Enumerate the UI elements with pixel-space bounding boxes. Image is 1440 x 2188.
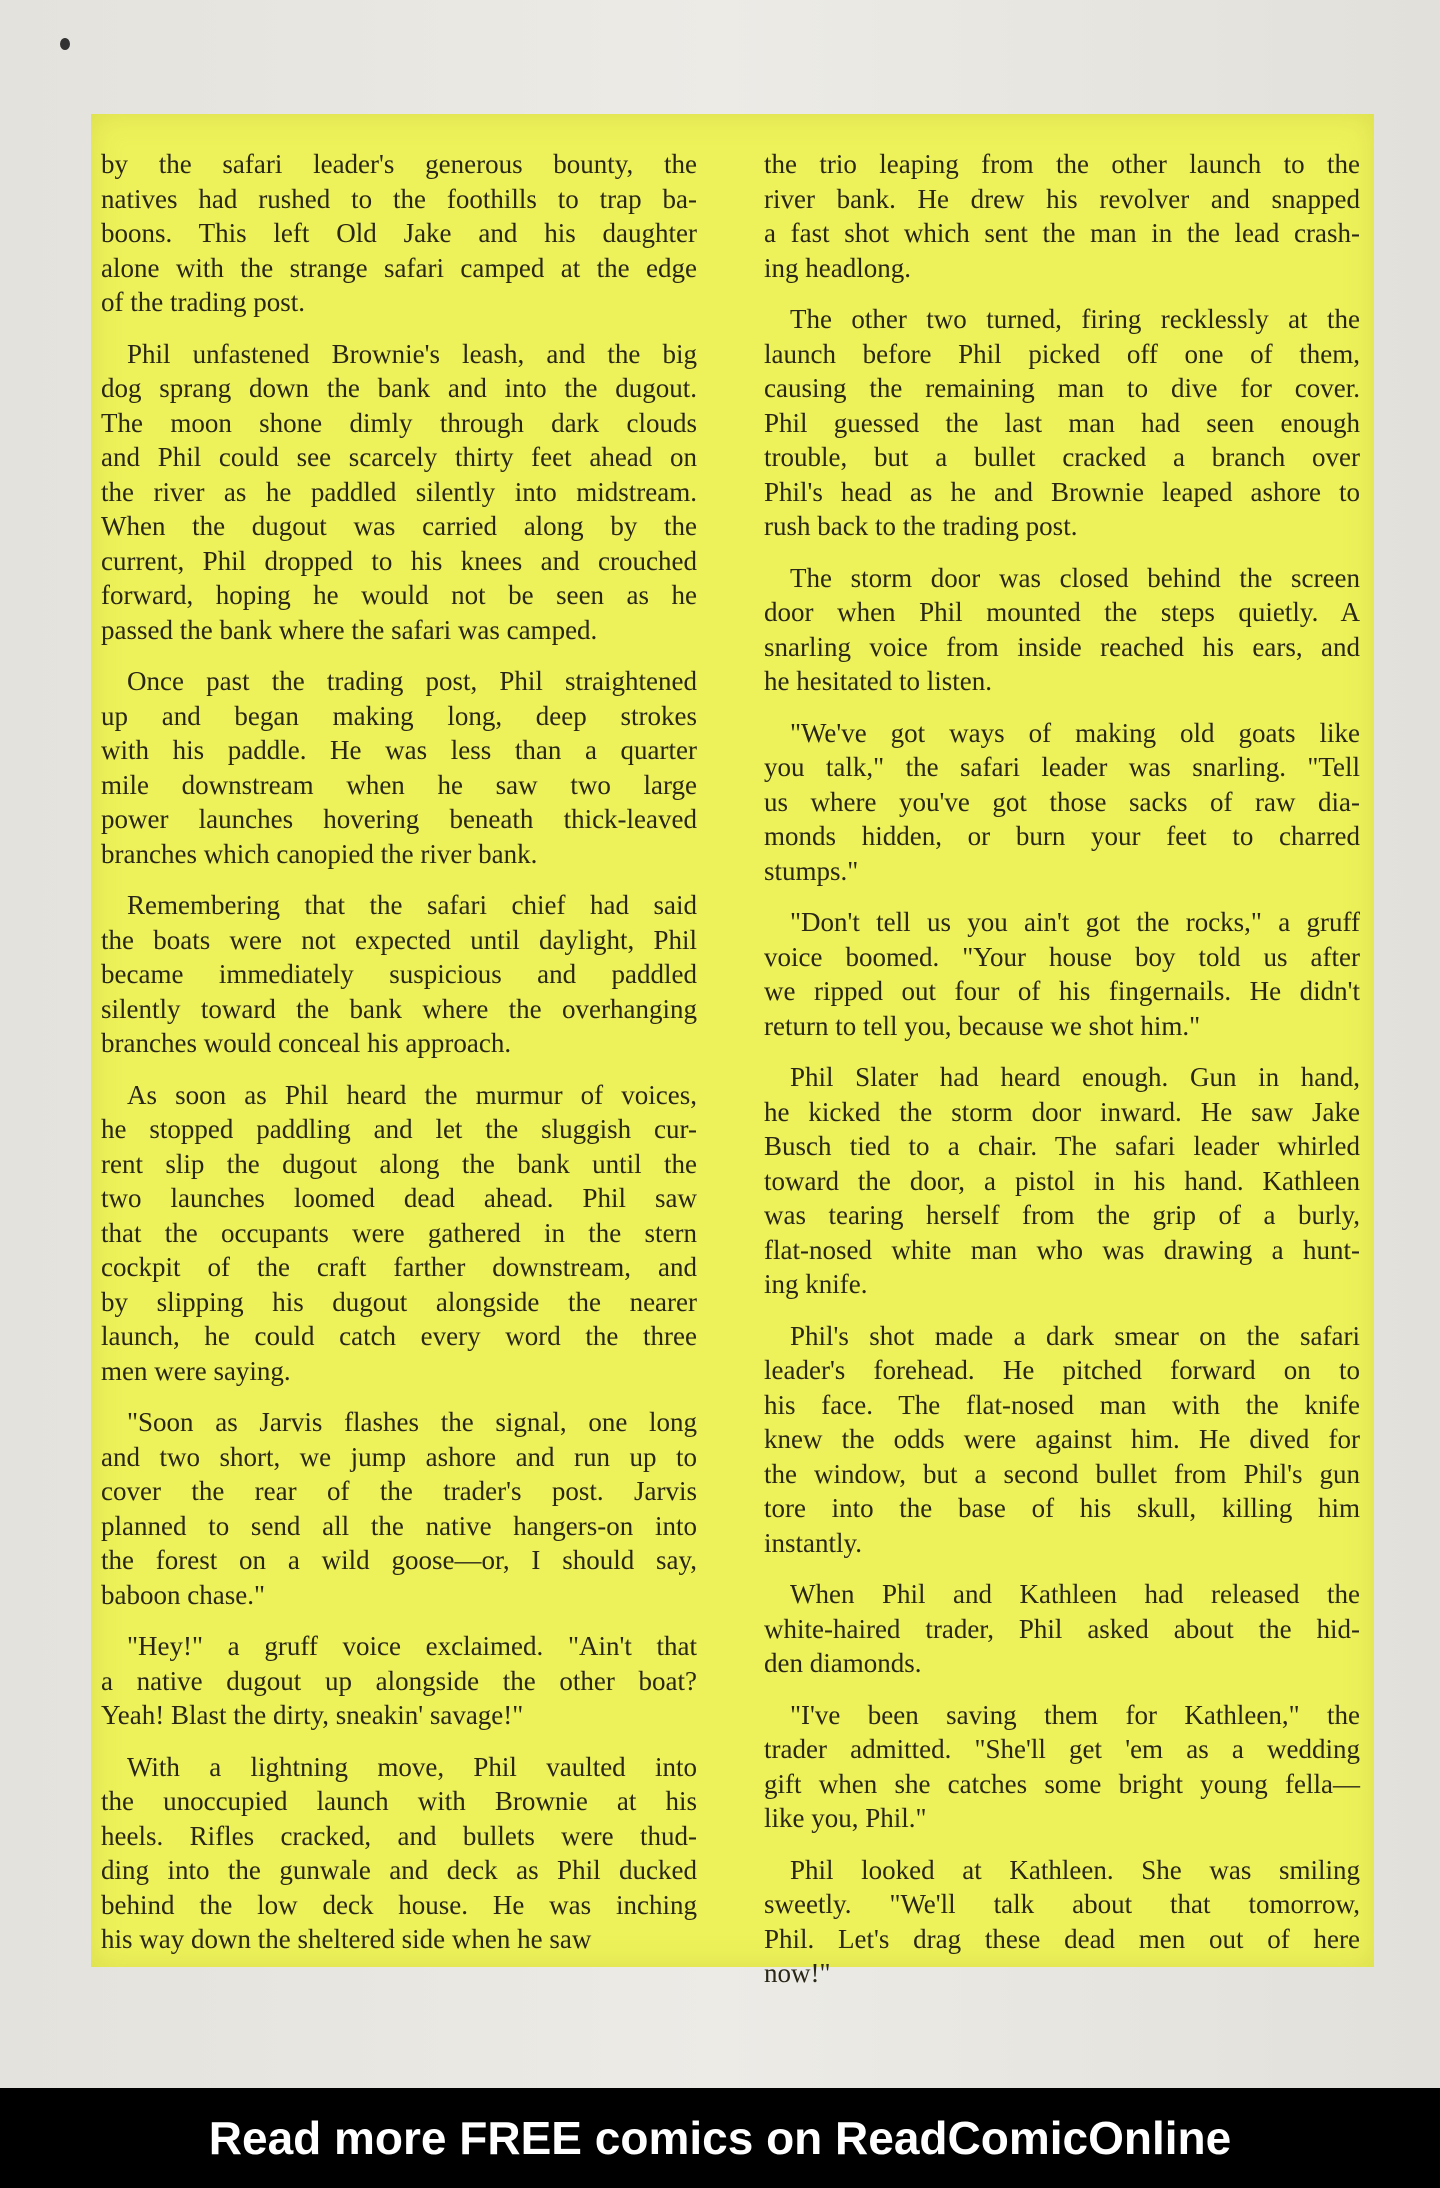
text-line: baboon chase." — [101, 1579, 265, 1610]
right-text-column — [764, 147, 1360, 2008]
text-line: behind the low deck house. He was inching — [101, 1889, 697, 1920]
text-line: ding into the gunwale and deck as Phil ducked — [101, 1855, 697, 1885]
text-line: voice boomed. "Your house boy told us after — [764, 941, 1360, 972]
text-line: a native dugout up alongside the other boat? — [101, 1665, 697, 1696]
text-line: "We've got ways of making old goats like — [790, 717, 1360, 748]
text-line: up and began making long, deep strokes — [101, 700, 697, 731]
text-line: "Soon as Jarvis flashes the signal, one long — [127, 1407, 697, 1437]
text-line: trouble, but a bullet cracked a branch over — [764, 442, 1360, 472]
text-line: he stopped paddling and let the sluggish cur- — [101, 1114, 697, 1144]
text-line: launch before Phil picked off one of them, — [764, 338, 1360, 369]
text-line: of the trading post. — [101, 287, 305, 317]
text-line: planned to send all the native hangers-on into — [101, 1510, 697, 1541]
text-line: return to tell you, because we shot him." — [764, 1010, 1201, 1041]
text-line: gift when she catches some bright young fella— — [764, 1768, 1360, 1799]
text-line: and two short, we jump ashore and run up to — [101, 1441, 697, 1472]
story-paragraph — [764, 1853, 1360, 1991]
text-line: his way down the sheltered side when he saw — [101, 1924, 592, 1954]
story-paragraph — [101, 664, 697, 871]
text-line: was tearing herself from the grip of a burly, — [764, 1200, 1360, 1230]
story-paragraph — [764, 147, 1360, 285]
story-paragraph — [101, 1629, 697, 1733]
text-line: ing knife. — [764, 1269, 868, 1299]
story-paragraph — [764, 561, 1360, 699]
text-line: the boats were not expected until daylight, Phil — [101, 924, 697, 955]
text-line: us where you've got those sacks of raw dia- — [764, 786, 1360, 817]
text-line: river bank. He drew his revolver and snapped — [764, 183, 1360, 214]
story-paragraph — [764, 1060, 1360, 1302]
text-line: Phil's shot made a dark smear on the safari — [790, 1320, 1360, 1351]
story-paragraph — [764, 1577, 1360, 1681]
left-text-column — [101, 147, 697, 1974]
text-line: forward, hoping he would not be seen as he — [101, 580, 697, 610]
text-line: The other two turned, firing recklessly at the — [790, 304, 1360, 334]
text-line: Remembering that the safari chief had said — [127, 890, 697, 920]
story-paragraph — [764, 1319, 1360, 1561]
text-line: alone with the strange safari camped at the edge — [101, 252, 697, 283]
text-line: like you, Phil." — [764, 1803, 927, 1833]
text-line: stumps." — [764, 855, 859, 886]
ink-speck — [60, 38, 70, 50]
text-line: The moon shone dimly through dark clouds — [101, 407, 697, 438]
text-line: power launches hovering beneath thick-leaved — [101, 804, 697, 834]
text-line: With a lightning move, Phil vaulted into — [127, 1751, 697, 1782]
story-paragraph — [101, 888, 697, 1061]
story-paragraph — [101, 337, 697, 648]
text-line: the trio leaping from the other launch to the — [764, 149, 1360, 179]
text-line: When the dugout was carried along by the — [101, 511, 697, 541]
text-line: the unoccupied launch with Brownie at his — [101, 1786, 697, 1816]
text-line: Busch tied to a chair. The safari leader whirled — [764, 1131, 1360, 1161]
story-paragraph — [101, 1405, 697, 1612]
text-line: he kicked the storm door inward. He saw Jake — [764, 1096, 1360, 1127]
read-more-banner[interactable]: Read more FREE comics on ReadComicOnline — [0, 2088, 1440, 2188]
story-paragraph — [101, 1750, 697, 1957]
text-line: by slipping his dugout alongside the nearer — [101, 1286, 697, 1317]
story-paragraph — [764, 1698, 1360, 1836]
text-line: by the safari leader's generous bounty, the — [101, 149, 697, 179]
text-line: snarling voice from inside reached his ears, and — [764, 631, 1360, 662]
text-line: causing the remaining man to dive for cover. — [764, 373, 1360, 403]
text-line: instantly. — [764, 1527, 862, 1558]
text-line: monds hidden, or burn your feet to charred — [764, 821, 1360, 851]
text-line: you talk," the safari leader was snarling. "Tell — [764, 752, 1360, 782]
text-line: Yeah! Blast the dirty, sneakin' savage!" — [101, 1700, 524, 1730]
text-line: When Phil and Kathleen had released the — [790, 1579, 1360, 1609]
text-line: the window, but a second bullet from Phil's gun — [764, 1458, 1360, 1489]
text-line: a fast shot which sent the man in the lead crash- — [764, 218, 1360, 248]
text-line: branches would conceal his approach. — [101, 1028, 512, 1058]
text-line: flat-nosed white man who was drawing a hunt- — [764, 1234, 1360, 1265]
story-paragraph — [101, 1078, 697, 1389]
text-line: cockpit of the craft farther downstream, and — [101, 1252, 697, 1282]
text-line: natives had rushed to the foothills to trap ba- — [101, 183, 697, 214]
text-line: heels. Rifles cracked, and bullets were thud- — [101, 1820, 697, 1851]
text-line: Phil Slater had heard enough. Gun in hand, — [790, 1062, 1360, 1092]
text-line: rush back to the trading post. — [764, 511, 1078, 541]
text-line: The storm door was closed behind the screen — [790, 562, 1360, 593]
story-paragraph — [764, 716, 1360, 889]
text-line: trader admitted. "She'll get 'em as a wedding — [764, 1734, 1360, 1764]
text-line: Once past the trading post, Phil straightened — [127, 666, 697, 696]
text-line: mile downstream when he saw two large — [101, 769, 697, 800]
text-line: "Hey!" a gruff voice exclaimed. "Ain't that — [127, 1631, 697, 1661]
text-line: ing headlong. — [764, 252, 911, 283]
text-line: Phil. Let's drag these dead men out of here — [764, 1923, 1360, 1954]
text-line: two launches loomed dead ahead. Phil saw — [101, 1183, 697, 1213]
text-line: Phil unfastened Brownie's leash, and the big — [127, 338, 697, 369]
text-line: sweetly. "We'll talk about that tomorrow, — [764, 1889, 1360, 1919]
text-line: he hesitated to listen. — [764, 666, 992, 696]
text-line: Phil guessed the last man had seen enough — [764, 407, 1360, 438]
text-line: passed the bank where the safari was camped. — [101, 614, 598, 645]
text-line: tore into the base of his skull, killing him — [764, 1493, 1360, 1523]
text-line: boons. This left Old Jake and his daughter — [101, 218, 697, 248]
text-line: now!" — [764, 1958, 831, 1988]
text-line: As soon as Phil heard the murmur of voices, — [127, 1079, 697, 1110]
story-paragraph — [764, 302, 1360, 544]
text-line: his face. The flat-nosed man with the knife — [764, 1389, 1360, 1420]
text-line: rent slip the dugout along the bank until the — [101, 1148, 697, 1179]
text-line: launch, he could catch every word the three — [101, 1321, 697, 1351]
text-line: with his paddle. He was less than a quarter — [101, 735, 697, 765]
text-line: men were saying. — [101, 1355, 291, 1386]
text-line: the forest on a wild goose—or, I should say, — [101, 1545, 697, 1575]
text-line: current, Phil dropped to his knees and crouched — [101, 545, 697, 576]
text-line: dog sprang down the bank and into the dugout. — [101, 373, 697, 403]
text-line: and Phil could see scarcely thirty feet ahead on — [101, 442, 697, 472]
story-paragraph — [101, 147, 697, 320]
text-line: leader's forehead. He pitched forward on to — [764, 1355, 1360, 1385]
text-line: Phil looked at Kathleen. She was smiling — [790, 1854, 1360, 1885]
text-line: den diamonds. — [764, 1648, 922, 1678]
text-line: the river as he paddled silently into midstream. — [101, 476, 697, 507]
text-line: white-haired trader, Phil asked about the hid- — [764, 1613, 1360, 1644]
text-line: cover the rear of the trader's post. Jarvis — [101, 1476, 697, 1506]
text-line: we ripped out four of his fingernails. He didn't — [764, 976, 1360, 1006]
text-line: toward the door, a pistol in his hand. Kathleen — [764, 1165, 1360, 1196]
text-line: "I've been saving them for Kathleen," the — [790, 1699, 1360, 1730]
story-paragraph — [764, 905, 1360, 1043]
text-line: that the occupants were gathered in the stern — [101, 1217, 697, 1248]
text-line: "Don't tell us you ain't got the rocks," a gruff — [790, 907, 1360, 937]
text-line: silently toward the bank where the overhanging — [101, 993, 697, 1024]
text-line: knew the odds were against him. He dived for — [764, 1424, 1360, 1454]
text-line: became immediately suspicious and paddled — [101, 959, 697, 989]
text-line: door when Phil mounted the steps quietly. A — [764, 597, 1360, 627]
text-line: Phil's head as he and Brownie leaped ashore to — [764, 476, 1360, 507]
text-line: branches which canopied the river bank. — [101, 838, 538, 869]
